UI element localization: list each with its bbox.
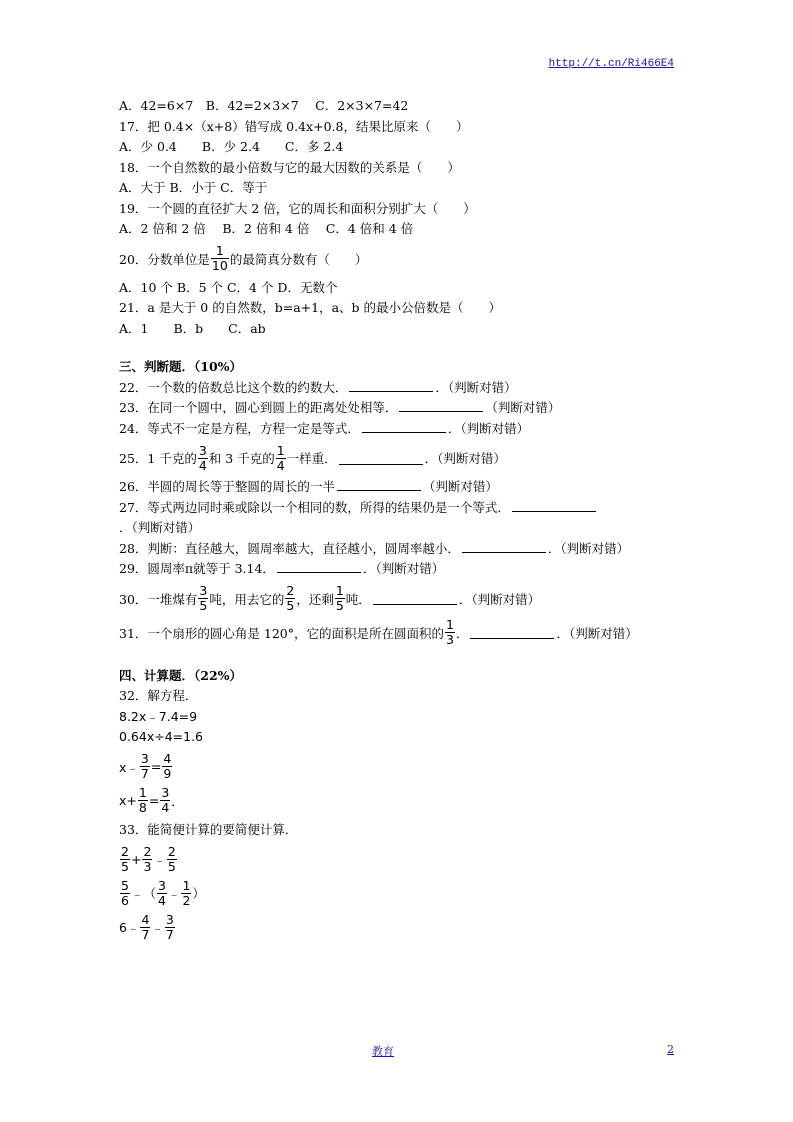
q16-options: A．42=6×7 B．42=2×3×7 C．2×3×7=42 xyxy=(119,98,409,113)
q25: 25．1 千克的 $\frac{3}{4}$ 和 3 千克的 $\frac{1}{4}$ 一样重． ．（判断对错） xyxy=(119,442,506,473)
q32-eq2: 0.64x÷4=1.6 xyxy=(119,729,204,744)
q28: 28．判断：直径越大，圆周率越大，直径越小，圆周率越小． ．（判断对错） xyxy=(119,540,630,556)
q24: 24．等式不一定是方程，方程一定是等式． ．（判断对错） xyxy=(119,420,530,436)
q31-fraction: $\frac{1}{3}$ xyxy=(446,617,454,647)
q29: 29．圆周率π就等于 3.14． ．（判断对错） xyxy=(119,561,445,576)
answer-blank[interactable] xyxy=(337,478,421,491)
q33-stem: 33．能简便计算的要简便计算． xyxy=(119,821,298,837)
q20-fraction xyxy=(211,244,229,273)
header-url[interactable]: http://t.cn/Ri466E4 xyxy=(548,58,674,70)
section3-title: 三、判断题．（10%） xyxy=(119,359,243,374)
q32-eq3-fraction-1: $\frac{3}{7}$ xyxy=(140,751,149,781)
q21-stem: 21．a 是大于 0 的自然数，b=a+1，a、b 的最小公倍数是（ ） xyxy=(119,300,502,315)
answer-blank[interactable] xyxy=(462,540,546,553)
q32-eq1: 8.2x﹣7.4=9 xyxy=(119,708,198,724)
answer-blank[interactable] xyxy=(399,399,483,412)
answer-blank[interactable] xyxy=(349,379,433,392)
answer-blank[interactable] xyxy=(373,592,457,605)
document-body xyxy=(119,96,675,946)
page-number: 2 xyxy=(667,1043,674,1056)
q32-eq4-fraction-1: $\frac{1}{8}$ xyxy=(138,785,147,815)
answer-blank[interactable] xyxy=(339,452,423,465)
q30-fraction-2: $\frac{2}{5}$ xyxy=(286,583,295,613)
q32-eq4: x+ $\frac{1}{8}$ = $\frac{3}{4}$ ． xyxy=(119,785,184,815)
fraction: $\frac{2}{5}$ xyxy=(167,843,176,874)
numerator: 1 xyxy=(215,243,224,258)
q32-eq3-fraction-2: $\frac{4}{9}$ xyxy=(163,751,172,781)
q30-fraction-1: $\frac{3}{5}$ xyxy=(199,583,208,613)
q17-stem: 17．把 0.4×（x+8）错写成 0.4x+0.8，结果比原来（ ） xyxy=(119,118,469,134)
fraction: $\frac{3}{7}$ xyxy=(165,911,174,942)
q20-options: A．10 个 B．5 个 C．4 个 D．无数个 xyxy=(119,279,338,295)
q22: 22．一个数的倍数总比这个数的约数大． ．（判断对错） xyxy=(119,379,517,395)
answer-blank[interactable] xyxy=(277,560,361,573)
q21-options: A．1 B．b C．ab xyxy=(119,320,266,336)
fraction: $\frac{4}{7}$ xyxy=(141,911,150,942)
q23: 23．在同一个圆中，圆心到圆上的距离处处相等． （判断对错） xyxy=(119,400,561,415)
q26: 26．半圆的周长等于整圆的周长的一半 （判断对错） xyxy=(119,479,498,494)
section4-title: 四、计算题．（22%） xyxy=(119,667,243,683)
q27: 27．等式两边同时乘或除以一个相同的数，所得的结果仍是一个等式．．（判断对错） xyxy=(119,498,675,539)
q19-options: A．2 倍和 2 倍 B．2 倍和 4 倍 C．4 倍和 4 倍 xyxy=(119,221,414,236)
fraction: $\frac{2}{3}$ xyxy=(143,843,152,874)
fraction: $\frac{2}{5}$ xyxy=(121,843,129,874)
q17-options: A．少 0.4 B．少 2.4 C．多 2.4 xyxy=(119,139,344,154)
q25-fraction-1: $\frac{3}{4}$ xyxy=(198,442,207,473)
q32-eq3: x﹣ $\frac{3}{7}$ = $\frac{4}{9}$ xyxy=(119,751,172,781)
q33-expr1: $\frac{2}{5}$ + $\frac{2}{3}$ ﹣ $\frac{2}{5}$ xyxy=(121,843,176,874)
fraction: $\frac{1}{2}$ xyxy=(182,877,191,908)
answer-blank[interactable] xyxy=(512,499,596,512)
q20-post: 的最简真分数有（ ） xyxy=(229,251,368,267)
fraction: $\frac{3}{4}$ xyxy=(157,877,166,908)
q20-stem xyxy=(119,244,675,274)
answer-blank[interactable] xyxy=(362,420,446,433)
q31: 31．一个扇形的圆心角是 120°，它的面积是所在圆面积的 $\frac{1}{3}$ ． ．（判断对错） xyxy=(119,617,638,647)
footer-link[interactable]: 教育 xyxy=(372,1045,394,1058)
q18-stem: 18．一个自然数的最小倍数与它的最大因数的关系是（ ） xyxy=(119,159,460,175)
q18-options: A．大于 B．小于 C．等于 xyxy=(119,180,268,195)
q19-stem: 19．一个圆的直径扩大 2 倍，它的周长和面积分别扩大（ ） xyxy=(119,200,476,216)
denominator: 10 xyxy=(211,258,228,273)
q30-fraction-3: $\frac{1}{5}$ xyxy=(335,583,344,613)
fraction: $\frac{5}{6}$ xyxy=(121,877,129,908)
q33-expr2: $\frac{5}{6}$ ﹣（ $\frac{3}{4}$ ﹣ $\frac{1}{2}$ ） xyxy=(121,877,205,908)
q30: 30．一堆煤有 $\frac{3}{5}$ 吨，用去它的 $\frac{2}{5}$ ，还剩 $\frac{1}{5}$ 吨． ．（判断对错） xyxy=(119,583,541,613)
q32-eq4-fraction-2: $\frac{3}{4}$ xyxy=(161,785,170,815)
q33-expr3: 6﹣ $\frac{4}{7}$ ﹣ $\frac{3}{7}$ xyxy=(119,911,174,942)
q20-pre: 20．分数单位是 xyxy=(119,251,210,267)
answer-blank[interactable] xyxy=(470,626,554,639)
q25-fraction-2: $\frac{1}{4}$ xyxy=(276,442,285,473)
q32-stem: 32．解方程． xyxy=(119,688,198,703)
